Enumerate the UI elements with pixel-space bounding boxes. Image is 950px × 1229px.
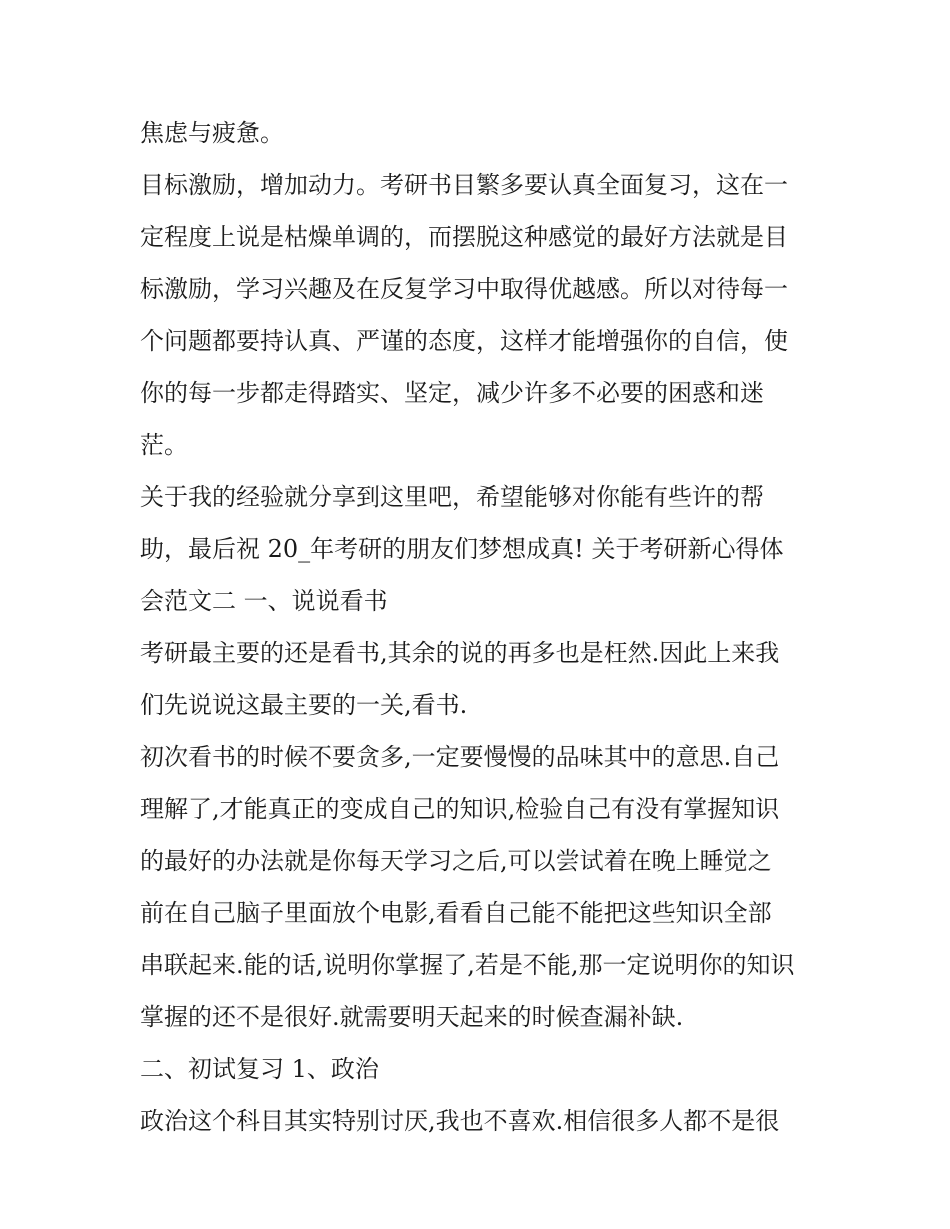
text-line: 会范文二 一、说说看书 xyxy=(140,587,388,615)
text-line: 焦虑与疲惫。 xyxy=(140,119,284,147)
text-line: 串联起来.能的话,说明你掌握了,若是不能,那一定说明你的知识 xyxy=(140,951,795,979)
text-line: 们先说说这最主要的一关,看书. xyxy=(140,691,468,719)
text-line: 个问题都要持认真、严谨的态度，这样才能增强你的自信，使 xyxy=(140,327,788,355)
text-line: 标激励，学习兴趣及在反复学习中取得优越感。所以对待每一 xyxy=(140,275,788,303)
text-line: 前在自己脑子里面放个电影,看看自己能不能把这些知识全部 xyxy=(140,899,772,927)
document-body xyxy=(140,107,820,1147)
paragraph-5 xyxy=(140,731,820,1043)
text-line: 的最好的办法就是你每天学习之后,可以尝试着在晚上睡觉之 xyxy=(140,847,772,875)
text-line: 目标激励，增加动力。考研书目繁多要认真全面复习，这在一 xyxy=(140,171,788,199)
text-line: 助，最后祝 20_年考研的朋友们梦想成真! 关于考研新心得体 xyxy=(140,535,784,563)
text-line: 关于我的经验就分享到这里吧，希望能够对你能有些许的帮 xyxy=(140,483,764,511)
text-line: 二、初试复习 1、政治 xyxy=(140,1055,379,1083)
text-line: 定程度上说是枯燥单调的，而摆脱这种感觉的最好方法就是目 xyxy=(140,223,788,251)
text-line: 政治这个科目其实特别讨厌,我也不喜欢.相信很多人都不是很 xyxy=(140,1107,780,1135)
paragraph-7 xyxy=(140,1095,820,1147)
text-line: 你的每一步都走得踏实、坚定，减少许多不必要的困惑和迷 xyxy=(140,379,764,407)
section-heading xyxy=(140,1043,820,1095)
paragraph-4 xyxy=(140,627,820,731)
text-line: 初次看书的时候不要贪多,一定要慢慢的品味其中的意思.自己 xyxy=(140,743,780,771)
paragraph-2 xyxy=(140,159,820,471)
text-line: 掌握的还不是很好.就需要明天起来的时候查漏补缺. xyxy=(140,1003,684,1031)
text-line: 茫。 xyxy=(140,431,188,459)
text-line: 理解了,才能真正的变成自己的知识,检验自己有没有掌握知识 xyxy=(140,795,780,823)
paragraph-3 xyxy=(140,471,820,627)
paragraph-1 xyxy=(140,107,820,159)
text-line: 考研最主要的还是看书,其余的说的再多也是枉然.因此上来我 xyxy=(140,639,780,667)
